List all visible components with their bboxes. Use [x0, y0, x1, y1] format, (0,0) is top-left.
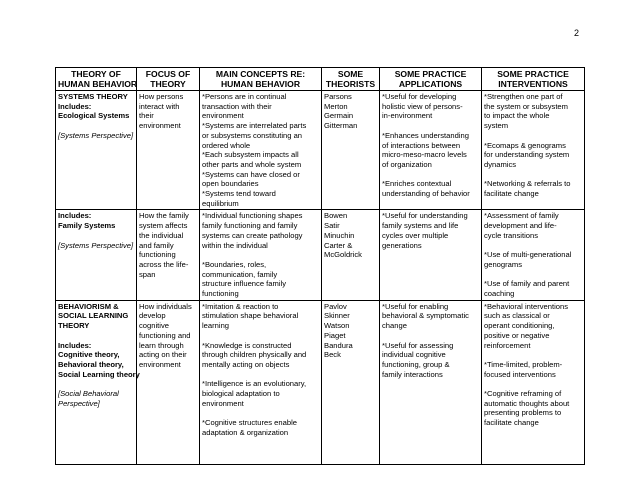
- cell-line: system: [484, 121, 509, 131]
- cell-line: Satir: [324, 221, 340, 231]
- cell-line: ordered whole: [202, 140, 251, 150]
- cell-theorists: [322, 210, 380, 300]
- cell-line: Perspective]: [58, 398, 100, 408]
- header-applications: SOME PRACTICE APPLICATIONS: [380, 68, 482, 91]
- cell-line: How individuals: [139, 301, 192, 311]
- cell-line: focused interventions: [484, 369, 556, 379]
- cell-line: *Systems are interrelated parts: [202, 121, 307, 131]
- cell-line: within the individual: [202, 240, 268, 250]
- cell-focus: [137, 91, 200, 210]
- cell-line: functioning, group &: [382, 359, 450, 369]
- header-main-concepts: MAIN CONCEPTS RE: HUMAN BEHAVIOR: [200, 68, 322, 91]
- cell-line: adaptation & organization: [202, 427, 289, 437]
- cell-line: Behavioral theory,: [58, 359, 124, 369]
- cell-line: of organization: [382, 159, 432, 169]
- cell-concepts: [200, 300, 322, 464]
- cell-line: cycles over multiple: [382, 230, 449, 240]
- page-number: 2: [573, 28, 579, 38]
- cell-line: Social Learning theory: [58, 369, 140, 379]
- cell-line: acting on their: [139, 350, 187, 360]
- cell-line: *Assessment of family: [484, 211, 559, 221]
- cell-line: SOCIAL LEARNING: [58, 311, 129, 321]
- cell-line: [58, 231, 134, 241]
- cell-line: and family: [139, 240, 174, 250]
- cell-line: automatic thoughts about: [484, 398, 570, 408]
- cell-line: systems can create pathology: [202, 230, 303, 240]
- cell-line: Parsons: [324, 92, 352, 101]
- cell-applications: [380, 210, 482, 300]
- cell-interventions: [482, 91, 585, 210]
- cell-applications: [380, 300, 482, 464]
- cell-line: stimulation shape behavioral: [202, 311, 299, 321]
- cell-line: *Persons are in continual: [202, 92, 287, 101]
- cell-line: [484, 350, 582, 360]
- cell-theory: [56, 300, 140, 464]
- cell-line: *Systems can have closed or: [202, 169, 300, 179]
- cell-line: *Knowledge is constructed: [202, 340, 292, 350]
- cell-line: SYSTEMS THEORY: [58, 92, 128, 101]
- cell-line: Includes:: [58, 101, 92, 111]
- cell-line: *Boundaries, roles,: [202, 259, 267, 269]
- cell-line: *Ecomaps & genograms: [484, 140, 566, 150]
- cell-line: [382, 170, 479, 180]
- cell-line: to impact the whole: [484, 111, 550, 121]
- cell-line: structure influence family: [202, 279, 286, 289]
- cell-line: BEHAVIORISM &: [58, 301, 119, 311]
- cell-line: individual cognitive: [382, 350, 446, 360]
- cell-line: positive or negative: [484, 330, 550, 340]
- cell-line: Cognitive theory,: [58, 350, 120, 360]
- cell-line: THEORY: [58, 321, 90, 331]
- cell-theory: [56, 91, 137, 210]
- cell-line: [58, 379, 134, 389]
- cell-line: other parts and whole system: [202, 159, 302, 169]
- cell-line: Bowen: [324, 211, 348, 221]
- cell-line: functioning and: [139, 330, 191, 340]
- cell-interventions: [482, 210, 585, 300]
- cell-line: Minuchin: [324, 230, 355, 240]
- cell-line: [382, 331, 479, 341]
- cell-line: [484, 379, 582, 389]
- cell-line: open boundaries: [202, 179, 259, 189]
- cell-line: *Each subsystem impacts all: [202, 150, 299, 160]
- cell-line: How persons: [139, 92, 184, 101]
- cell-line: Includes:: [58, 211, 92, 221]
- cell-line: Family Systems: [58, 221, 116, 231]
- cell-line: environment: [202, 398, 244, 408]
- cell-line: transaction with their: [202, 101, 272, 111]
- cell-interventions: [482, 300, 585, 464]
- cell-theorists: [322, 91, 380, 210]
- cell-line: [58, 331, 134, 341]
- header-theory: THEORY OF HUMAN BEHAVIOR: [56, 68, 137, 91]
- cell-line: *Cognitive reframing of: [484, 389, 562, 399]
- header-focus: FOCUS OF THEORY: [137, 68, 200, 91]
- table-row: [56, 91, 585, 210]
- cell-line: holistic view of persons-: [382, 101, 463, 111]
- cell-line: development and life-: [484, 221, 557, 231]
- cell-line: the system or subsystem: [484, 101, 568, 111]
- cell-applications: [380, 91, 482, 210]
- cell-line: family functioning and family: [202, 221, 298, 231]
- cell-line: Bandura: [324, 340, 353, 350]
- cell-line: *Strengthen one part of: [484, 92, 563, 101]
- cell-theorists: [322, 300, 380, 464]
- cell-line: of interactions between: [382, 140, 461, 150]
- cell-line: *Useful for enabling: [382, 301, 449, 311]
- cell-line: their: [139, 111, 154, 121]
- cell-line: [382, 121, 479, 131]
- cell-line: develop: [139, 311, 166, 321]
- cell-line: genograms: [484, 259, 522, 269]
- cell-line: *Use of family and parent: [484, 279, 570, 289]
- cell-line: [202, 408, 319, 418]
- header-interventions: SOME PRACTICE INTERVENTIONS: [482, 68, 585, 91]
- cell-line: for understanding system: [484, 150, 570, 160]
- cell-line: *Networking & referrals to: [484, 179, 571, 189]
- cell-line: environment: [202, 111, 244, 121]
- cell-line: *Imitation & reaction to: [202, 301, 279, 311]
- table-row: [56, 300, 585, 464]
- cell-line: [202, 331, 319, 341]
- cell-line: learn through: [139, 340, 184, 350]
- cell-line: McGoldrick: [324, 250, 362, 260]
- cell-line: Beck: [324, 350, 341, 360]
- human-behavior-theory-table: [55, 67, 585, 465]
- cell-line: understanding of behavior: [382, 189, 470, 198]
- cell-line: *Use of multi-generational: [484, 250, 572, 260]
- cell-line: Germain: [324, 111, 354, 121]
- cell-line: Skinner: [324, 311, 350, 321]
- cell-line: [Systems Perspective]: [58, 240, 134, 250]
- cell-line: change: [382, 321, 407, 331]
- cell-line: system affects: [139, 221, 188, 231]
- cell-theory: [56, 210, 137, 300]
- cell-line: *Behavioral interventions: [484, 301, 569, 311]
- cell-line: across the life-: [139, 259, 189, 269]
- cell-line: family systems and life: [382, 221, 459, 231]
- cell-line: environment: [139, 359, 181, 369]
- cell-line: presenting problems to: [484, 408, 562, 418]
- cell-line: generations: [382, 240, 422, 250]
- cell-line: environment: [139, 121, 181, 131]
- cell-line: Ecological Systems: [58, 111, 130, 121]
- cell-line: *Individual functioning shapes: [202, 211, 303, 221]
- cell-line: interact with: [139, 101, 180, 111]
- cell-line: [Systems Perspective]: [58, 130, 134, 140]
- cell-line: [58, 121, 134, 131]
- cell-line: [484, 241, 582, 251]
- table-row: [56, 210, 585, 300]
- cell-line: *Useful for assessing: [382, 340, 454, 350]
- cell-line: facilitate change: [484, 418, 539, 428]
- cell-line: Watson: [324, 321, 350, 331]
- cell-line: in-environment: [382, 111, 433, 121]
- header-theorists: SOME THEORISTS: [322, 68, 380, 91]
- cell-line: functioning: [202, 289, 239, 299]
- cell-line: learning: [202, 321, 230, 331]
- cell-line: Piaget: [324, 330, 346, 340]
- cell-line: the individual: [139, 230, 184, 240]
- cell-line: equilibrium: [202, 198, 239, 208]
- cell-line: family interactions: [382, 369, 443, 379]
- cell-line: cycle transitions: [484, 230, 539, 240]
- cell-line: *Enriches contextual: [382, 179, 452, 189]
- cell-line: Includes:: [58, 340, 92, 350]
- cell-line: [202, 250, 319, 260]
- table-header-row: [56, 68, 585, 91]
- cell-focus: [137, 300, 200, 464]
- cell-focus: [137, 210, 200, 300]
- cell-line: micro-meso-macro levels: [382, 150, 467, 160]
- cell-line: [484, 131, 582, 141]
- cell-line: biological adaptation to: [202, 389, 280, 399]
- cell-line: operant conditioning,: [484, 321, 555, 331]
- cell-line: behavioral & symptomatic: [382, 311, 469, 321]
- cell-line: span: [139, 269, 156, 279]
- cell-line: *Enhances understanding: [382, 130, 469, 140]
- cell-line: coaching: [484, 289, 515, 299]
- cell-line: through children physically and: [202, 350, 307, 360]
- cell-line: reinforcement: [484, 340, 531, 350]
- cell-line: [484, 170, 582, 180]
- cell-line: *Cognitive structures enable: [202, 418, 297, 428]
- cell-line: cognitive: [139, 321, 169, 331]
- cell-line: [Social Behavioral: [58, 389, 119, 399]
- cell-line: *Intelligence is an evolutionary,: [202, 379, 307, 389]
- cell-concepts: [200, 91, 322, 210]
- cell-line: *Time-limited, problem-: [484, 359, 563, 369]
- cell-line: [484, 270, 582, 280]
- cell-line: Carter &: [324, 240, 353, 250]
- cell-line: How the family: [139, 211, 189, 221]
- cell-line: facilitate change: [484, 189, 539, 198]
- cell-line: *Useful for understanding: [382, 211, 468, 221]
- cell-line: Merton: [324, 101, 348, 111]
- cell-line: Pavlov: [324, 301, 347, 311]
- cell-concepts: [200, 210, 322, 300]
- cell-line: [202, 370, 319, 380]
- cell-line: *Useful for developing: [382, 92, 457, 101]
- cell-line: dynamics: [484, 159, 517, 169]
- cell-line: communication, family: [202, 269, 278, 279]
- cell-line: *Systems tend toward: [202, 189, 276, 199]
- cell-line: or subsystems constituting an: [202, 130, 303, 140]
- cell-line: mentally acting on objects: [202, 359, 290, 369]
- cell-line: such as classical or: [484, 311, 550, 321]
- cell-line: Gitterman: [324, 121, 358, 131]
- cell-line: functioning: [139, 250, 176, 260]
